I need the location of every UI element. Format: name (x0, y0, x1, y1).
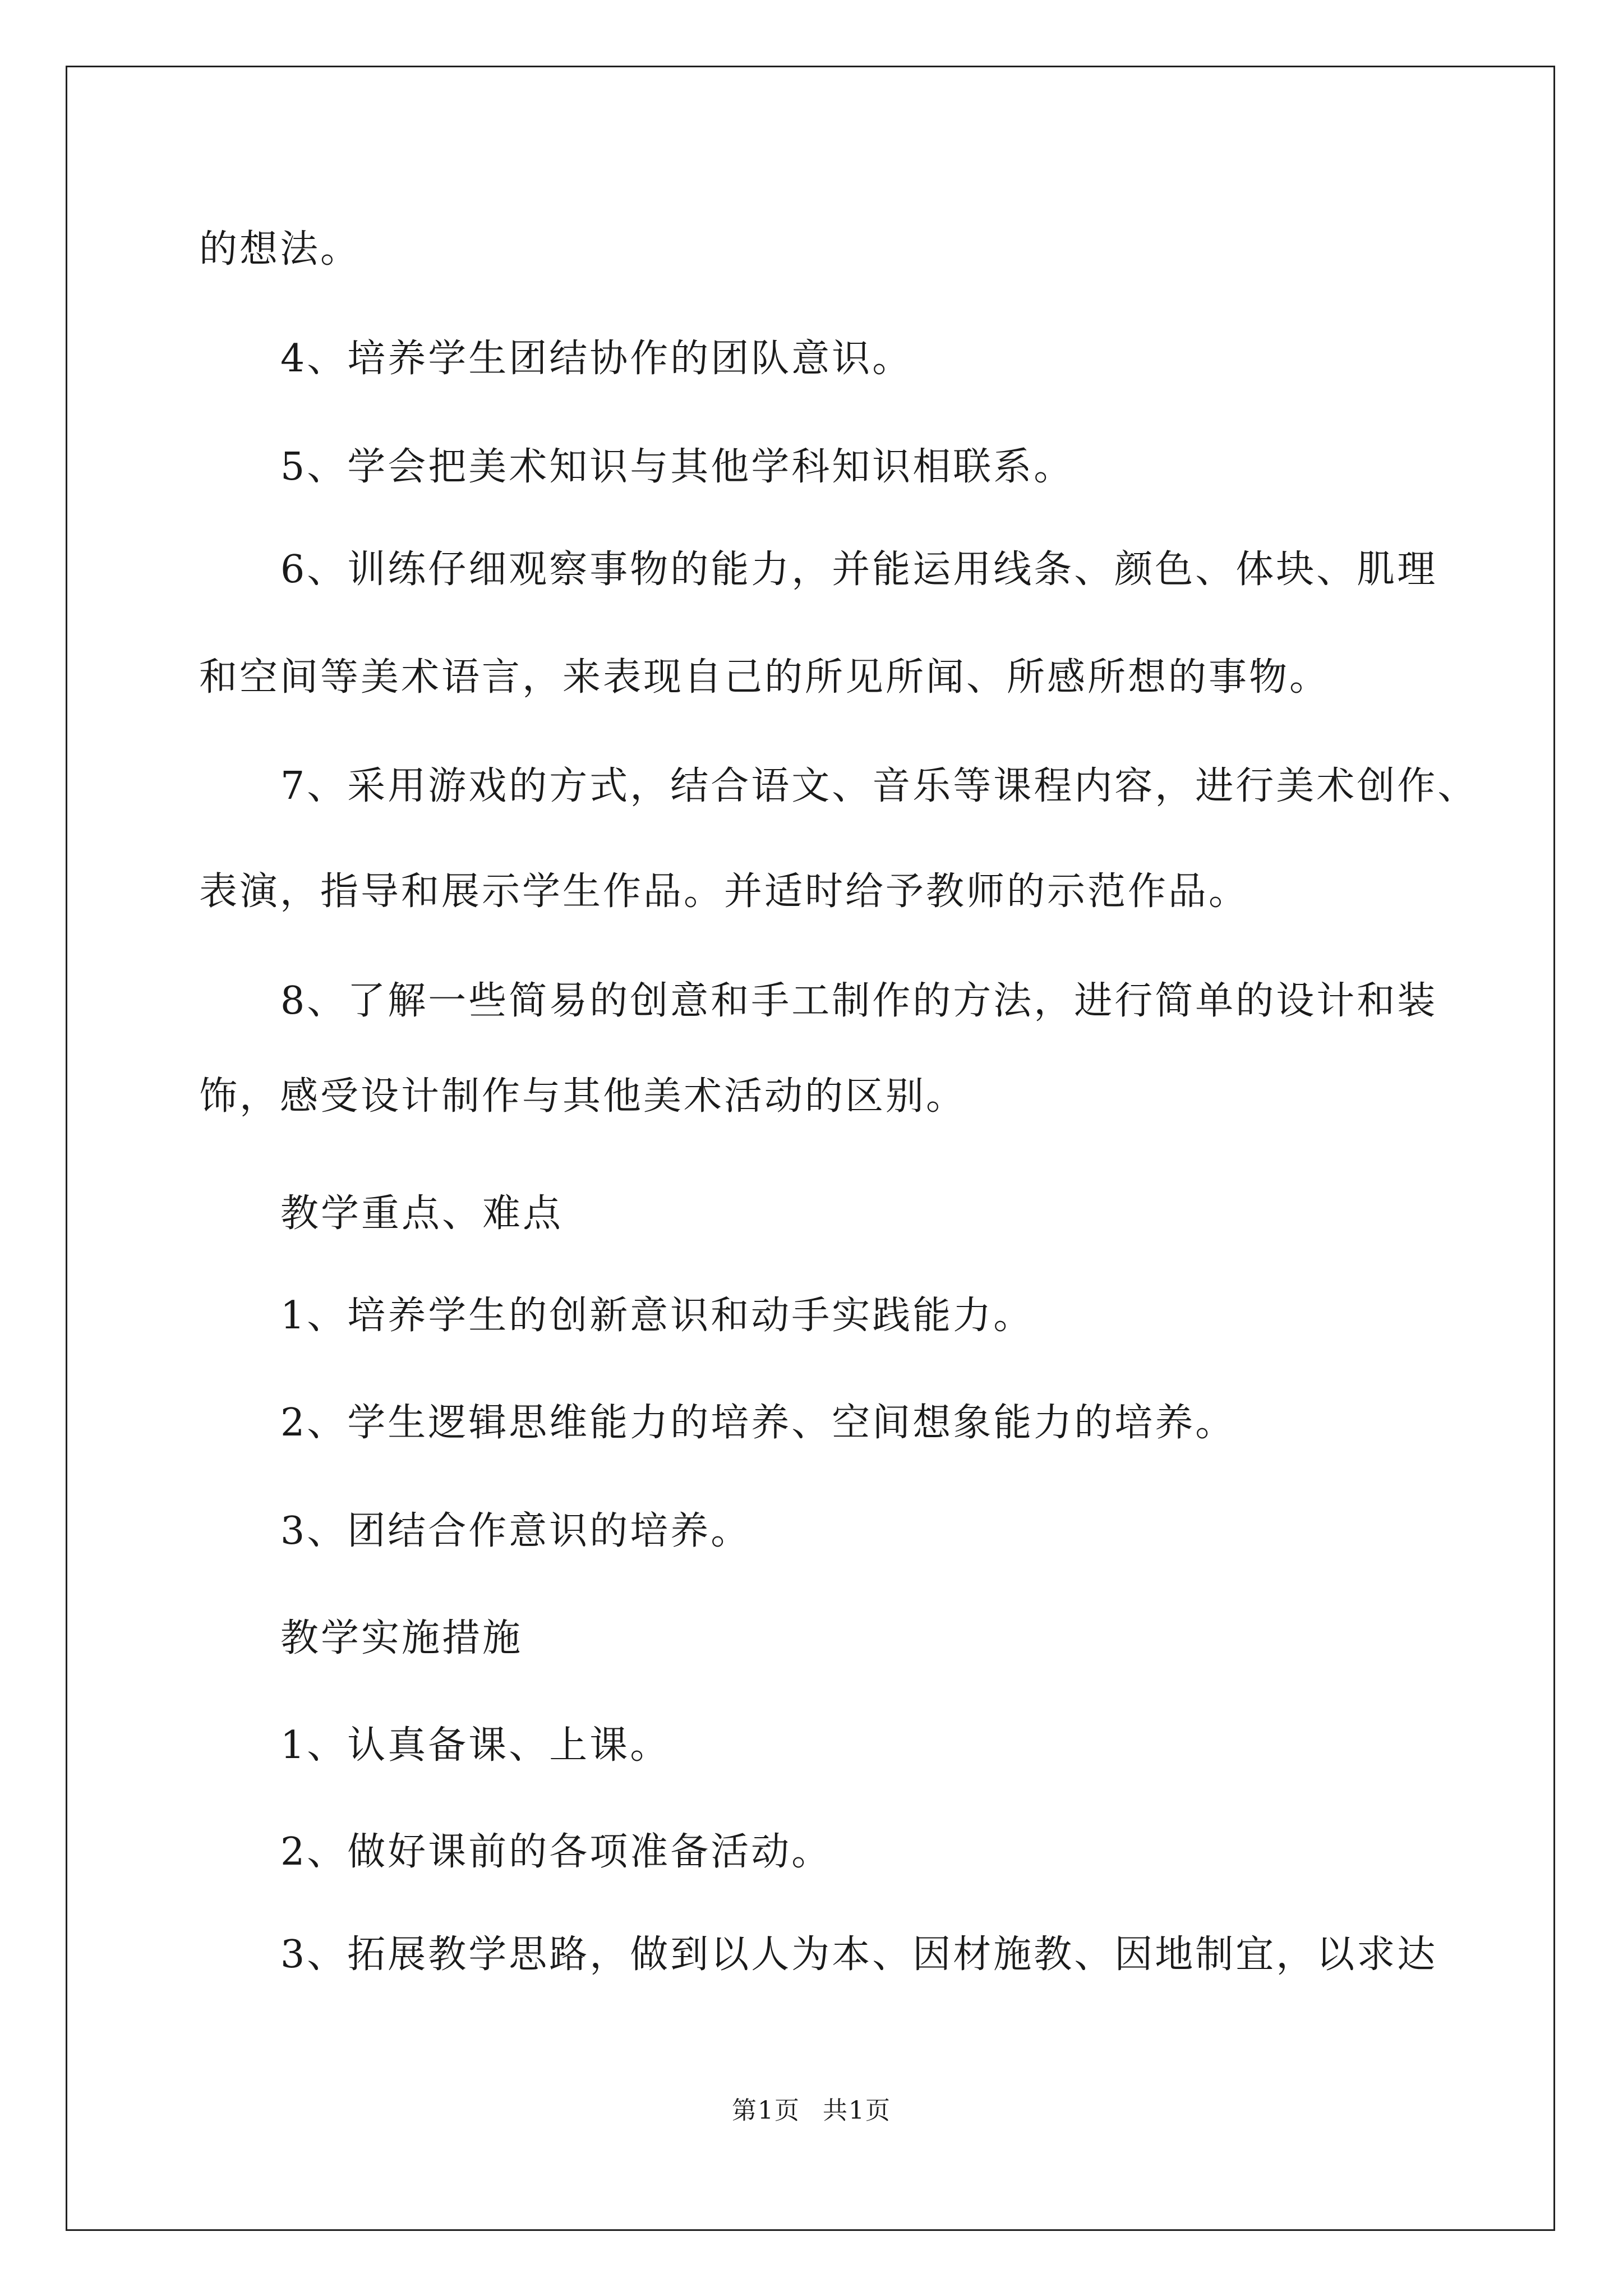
text-line: 7、采用游戏的方式，结合语文、音乐等课程内容，进行美术创作、 (280, 764, 1478, 808)
section-heading: 教学重点、难点 (280, 1191, 564, 1236)
text-line: 4、培养学生团结协作的团队意识。 (280, 337, 913, 381)
text-line: 3、拓展教学思路，做到以人为本、因材施教、因地制宜，以求达 (280, 1932, 1438, 1977)
text-line: 2、学生逻辑思维能力的培养、空间想象能力的培养。 (280, 1401, 1236, 1445)
page-number: 第1页 (732, 2096, 800, 2125)
text-line: 1、培养学生的创新意识和动手实践能力。 (280, 1294, 1034, 1338)
text-line: 2、做好课前的各项准备活动。 (280, 1830, 832, 1874)
page-total: 共1页 (823, 2096, 891, 2125)
text-line: 6、训练仔细观察事物的能力，并能运用线条、颜色、体块、肌理 (280, 547, 1438, 592)
text-line: 的想法。 (199, 227, 361, 272)
page-footer (0, 2097, 1623, 2125)
text-line: 饰，感受设计制作与其他美术活动的区别。 (199, 1074, 967, 1119)
text-line: 表演，指导和展示学生作品。并适时给予教师的示范作品。 (199, 869, 1249, 914)
text-line: 5、学会把美术知识与其他学科知识相联系。 (280, 445, 1075, 489)
section-heading: 教学实施措施 (280, 1616, 523, 1660)
text-line: 和空间等美术语言，来表现自己的所见所闻、所感所想的事物。 (199, 655, 1330, 700)
text-line: 3、团结合作意识的培养。 (280, 1509, 751, 1553)
text-line: 1、认真备课、上课。 (280, 1723, 671, 1768)
page-frame (66, 66, 1555, 2231)
text-line: 8、了解一些简易的创意和手工制作的方法，进行简单的设计和装 (280, 979, 1438, 1023)
